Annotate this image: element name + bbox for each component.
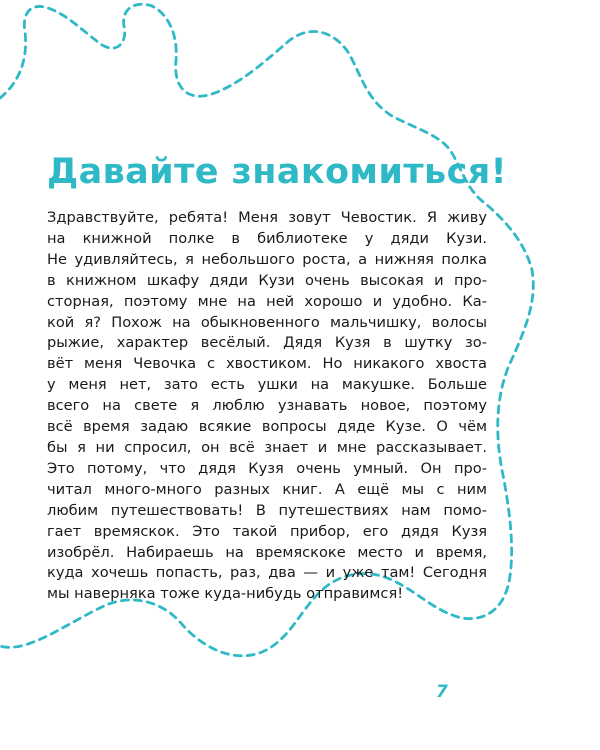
text-line: Это потому, что дядя Кузя очень умный. Он про- [47, 459, 487, 477]
page-number: 7 [436, 682, 448, 702]
text-line: куда хочешь попасть, раз, два — и уже там! Сегодня [47, 564, 487, 582]
text-line: любим путешествовать! В путешествиях нам помо- [47, 501, 487, 519]
text-line: Не удивляйтесь, я небольшого роста, а нижняя полка [47, 250, 487, 268]
text-line: гает времяскок. Это такой прибор, его дядя Кузя [47, 522, 487, 540]
text-line: на книжной полке в библиотеке у дяди Кузи. [47, 229, 487, 247]
text-line: бы я ни спросил, он всё знает и мне рассказывает. [47, 438, 487, 456]
text-line: рыжие, характер весёлый. Дядя Кузя в шутку зо- [47, 334, 487, 352]
text-line: мы наверняка тоже куда-нибудь отправимся! [47, 585, 404, 603]
text-line: всё время задаю всякие вопросы дяде Кузе. О чём [47, 418, 487, 436]
text-line: в книжном шкафу дяди Кузи очень высокая и про- [47, 271, 487, 289]
text-line: кой я? Похож на обыкновенного мальчишку, волосы [47, 313, 487, 331]
text-line: читал много-много разных книг. А ещё мы с ним [47, 480, 487, 498]
text-line: Здравствуйте, ребята! Меня зовут Чевостик. Я живу [47, 209, 487, 226]
text-line: всего на свете я люблю узнавать новое, поэтому [47, 397, 487, 415]
text-line: изобрёл. Набираешь на времяскоке место и время, [47, 543, 487, 561]
text-line: вёт меня Чевочка с хвостиком. Но никакого хвоста [47, 355, 487, 373]
text-line: у меня нет, зато есть ушки на макушке. Больше [47, 376, 487, 394]
body-text [47, 208, 487, 605]
page-title: Давайте знакомиться! [47, 152, 507, 192]
text-line: сторная, поэтому мне на ней хорошо и удобно. Ка- [47, 292, 487, 310]
